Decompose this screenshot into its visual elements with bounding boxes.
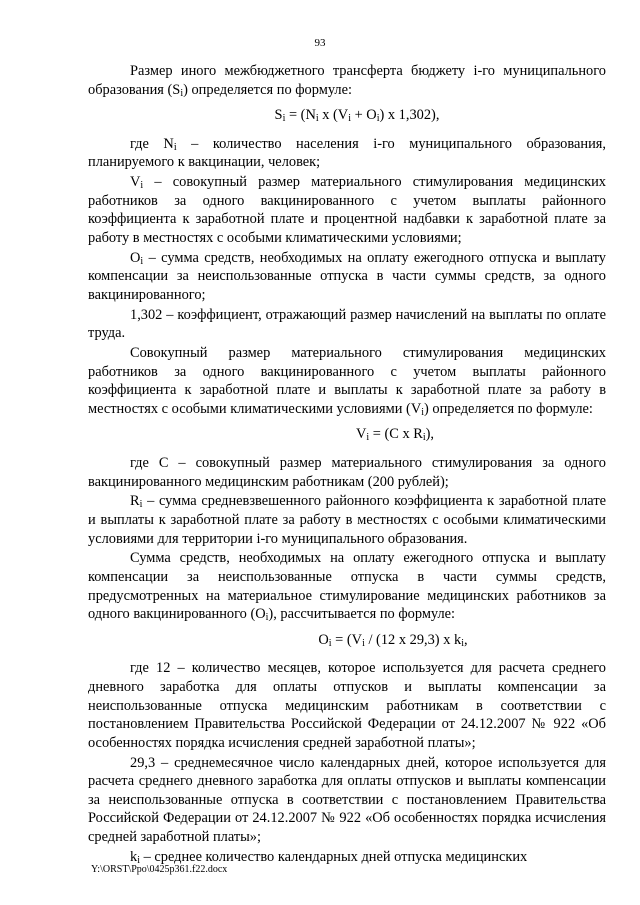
footer-file-path: Y:\ORST\Ppo\0425p361.f22.docx [91,864,228,875]
definition-12: где 12 – количество месяцев, которое используется для расчета среднего дневного заработка для оплаты отпусков и выплаты компенсации за неиспользованные отпуска медицинским работникам в соответствии с постановлением Правительства Российской Федерации от 24.12.2007 № 922 «Об особенностях порядка исчисления средней заработной платы»; [88,660,606,751]
paragraph-o: Сумма средств, необходимых на оплату ежегодного отпуска и выплату компенсации за неиспользованные отпуска в части суммы средств, предусмотренных на материальное стимулирование медицинских работников за одного вакцинированного $(O_i)$, рассчитывается по формуле: [88,550,606,624]
definition-29-3: 29,3 – среднемесячное число календарных дней, которое используется для расчета среднего дневного заработка для оплаты отпусков и выплаты компенсации за неиспользованные отпуска в соответствии с постановлением Правительства Российской Федерации от 24.12.2007 № 922 «Об особенностях порядка исчисления средней заработной платы»; [88,754,606,845]
definition-o: $O_i$ – сумма средств, необходимых на оплату ежегодного отпуска и выплату компенсации за неиспользованные отпуска в части суммы средств, за одного вакцинированного; [88,249,606,303]
definition-c: где C – совокупный размер материального стимулирования за одного вакцинированного медицинским работникам (200 рублей); [88,455,606,490]
paragraph-v: Совокупный размер материального стимулирования медицинских работников за одного вакцинированного с учетом выплаты районного коэффициента к заработной плате и выплаты к заработной плате за работу в местностях с особыми климатическими условиями $(V_i)$ определяется по формуле: [88,345,606,418]
formula-o: $O_i = (V_i / (12$ x 29,3) x $k_i$, [318,631,468,649]
formula-s: $S_i = (N_i$ x $(V_i + O_i)$ x 1,302), [274,107,440,125]
definition-coefficient: 1,302 – коэффициент, отражающий размер начислений на выплаты по оплате труда. [88,306,606,342]
document-body [88,62,606,867]
definition-k: $k_i$ – среднее количество календарных дней отпуска медицинских [130,848,528,866]
paragraph-intro: Размер иного межбюджетного трансферта бюджету i-го муниципального образования $(S_i)$ определяется по формуле: [88,63,606,99]
page-number: 93 [314,37,326,49]
definition-n: где $N_i$ – количество населения i-го муниципального образования, планируемого к вакцинации, человек; [88,135,606,171]
definition-v: $V_i$ – совокупный размер материального стимулирования медицинских работников за одного вакцинированного с учетом выплаты районного коэффициента к заработной плате и процентной надбавки к заработной плате за работу в местностях с особыми климатическими условиями; [88,174,606,246]
definition-r: $R_i$ – сумма средневзвешенного районного коэффициента к заработной плате и выплаты к заработной плате за работу в местностях с особыми климатическими условиями для территории i-го муниципального образования. [88,493,606,547]
formula-v: $V_i = (C$ x $R_i$), [355,426,435,444]
